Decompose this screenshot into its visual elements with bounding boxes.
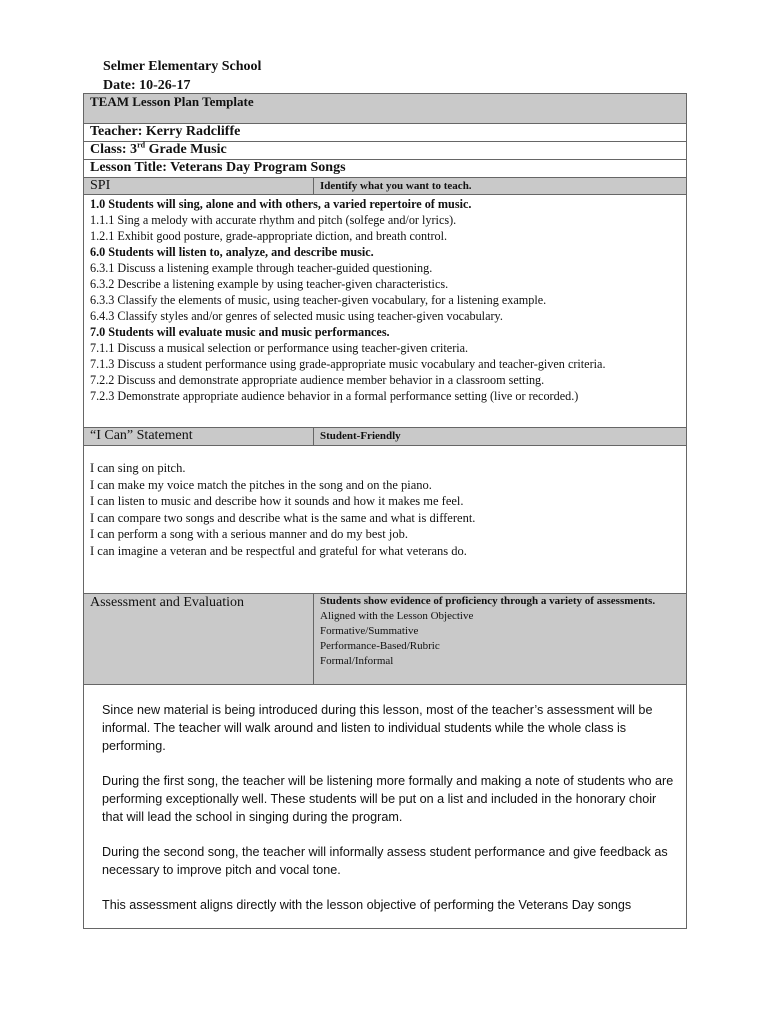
ican-statements-list — [84, 446, 687, 594]
standard-item: 6.0 Students will listen to, analyze, and describe music. — [90, 245, 374, 259]
document-header — [103, 57, 261, 95]
assessment-note: Students show evidence of proficiency through a variety of assessments. — [320, 595, 656, 607]
standard-item: 7.2.3 Demonstrate appropriate audience behavior in a formal performance setting (live or recorded.) — [90, 389, 579, 403]
standard-item: 1.0 Students will sing, alone and with others, a varied repertoire of music. — [90, 197, 472, 211]
standard-item: 7.0 Students will evaluate music and music performances. — [90, 325, 390, 339]
standard-item: 6.3.1 Discuss a listening example through teacher-guided questioning. — [90, 261, 433, 275]
spi-note: Identify what you want to teach. — [314, 178, 687, 195]
standard-item: 7.2.2 Discuss and demonstrate appropriate audience member behavior in a classroom setting. — [90, 373, 545, 387]
narrative-paragraph: During the first song, the teacher will be listening more formally and making a note of students who are performing exceptionally well. These students will be put on a list and included in the honorary choir that will lead the school in singing during the program. — [102, 774, 674, 824]
standard-item: 6.3.2 Describe a listening example by using teacher-given characteristics. — [90, 277, 449, 291]
teacher-name: Teacher: Kerry Radcliffe — [84, 124, 687, 142]
ican-statement: I can imagine a veteran and be respectful and grateful for what veterans do. — [90, 543, 467, 558]
standard-item: 1.1.1 Sing a melody with accurate rhythm and pitch (solfege and/or lyrics). — [90, 213, 457, 227]
standard-item: 6.4.3 Classify styles and/or genres of selected music using teacher-given vocabulary. — [90, 309, 503, 323]
standard-item: 1.2.1 Exhibit good posture, grade-appropriate diction, and breath control. — [90, 229, 448, 243]
assessment-narrative — [84, 685, 687, 929]
ican-statement: I can perform a song with a serious manner and do my best job. — [90, 527, 408, 542]
narrative-paragraph: This assessment aligns directly with the lesson objective of performing the Veterans Day songs — [102, 898, 632, 912]
standard-item: 6.3.3 Classify the elements of music, using teacher-given vocabulary, for a listening example. — [90, 293, 547, 307]
class-prefix: Class: 3 — [90, 142, 138, 157]
assessment-item: Performance-Based/Rubric — [320, 640, 440, 652]
assessment-item: Aligned with the Lesson Objective — [320, 610, 474, 622]
lesson-plan-table — [83, 93, 687, 929]
assessment-label: Assessment and Evaluation — [84, 594, 314, 685]
lesson-date: Date: 10-26-17 — [103, 78, 191, 93]
template-title: TEAM Lesson Plan Template — [84, 94, 687, 124]
ican-statement: I can make my voice match the pitches in the song and on the piano. — [90, 477, 432, 492]
ican-label: “I Can” Statement — [84, 428, 314, 446]
assessment-item: Formative/Summative — [320, 625, 419, 637]
school-name: Selmer Elementary School — [103, 59, 262, 74]
ican-statement: I can listen to music and describe how it sounds and how it makes me feel. — [90, 494, 464, 509]
class-grade — [84, 142, 687, 160]
ican-statement: I can sing on pitch. — [90, 461, 186, 475]
narrative-paragraph: Since new material is being introduced during this lesson, most of the teacher’s assessment will be informal. The teacher will walk around and listen to individual students while the whole class is performing. — [102, 703, 653, 753]
lesson-plan-document — [83, 93, 686, 929]
standard-item: 7.1.1 Discuss a musical selection or performance using teacher-given criteria. — [90, 341, 469, 355]
ican-note: Student-Friendly — [314, 428, 687, 446]
assessment-item: Formal/Informal — [320, 655, 394, 667]
assessment-criteria — [314, 594, 687, 685]
lesson-title: Lesson Title: Veterans Day Program Songs — [84, 160, 687, 178]
standards-list — [84, 195, 687, 428]
ican-statement: I can compare two songs and describe what is the same and what is different. — [90, 510, 476, 525]
spi-label: SPI — [84, 178, 314, 195]
narrative-paragraph: During the second song, the teacher will informally assess student performance and give feedback as necessary to improve pitch and vocal tone. — [102, 845, 668, 877]
standard-item: 7.1.3 Discuss a student performance using grade-appropriate music vocabulary and teacher-given criteria. — [90, 357, 606, 371]
class-suffix: Grade Music — [145, 142, 227, 157]
class-sup: rd — [137, 140, 146, 150]
